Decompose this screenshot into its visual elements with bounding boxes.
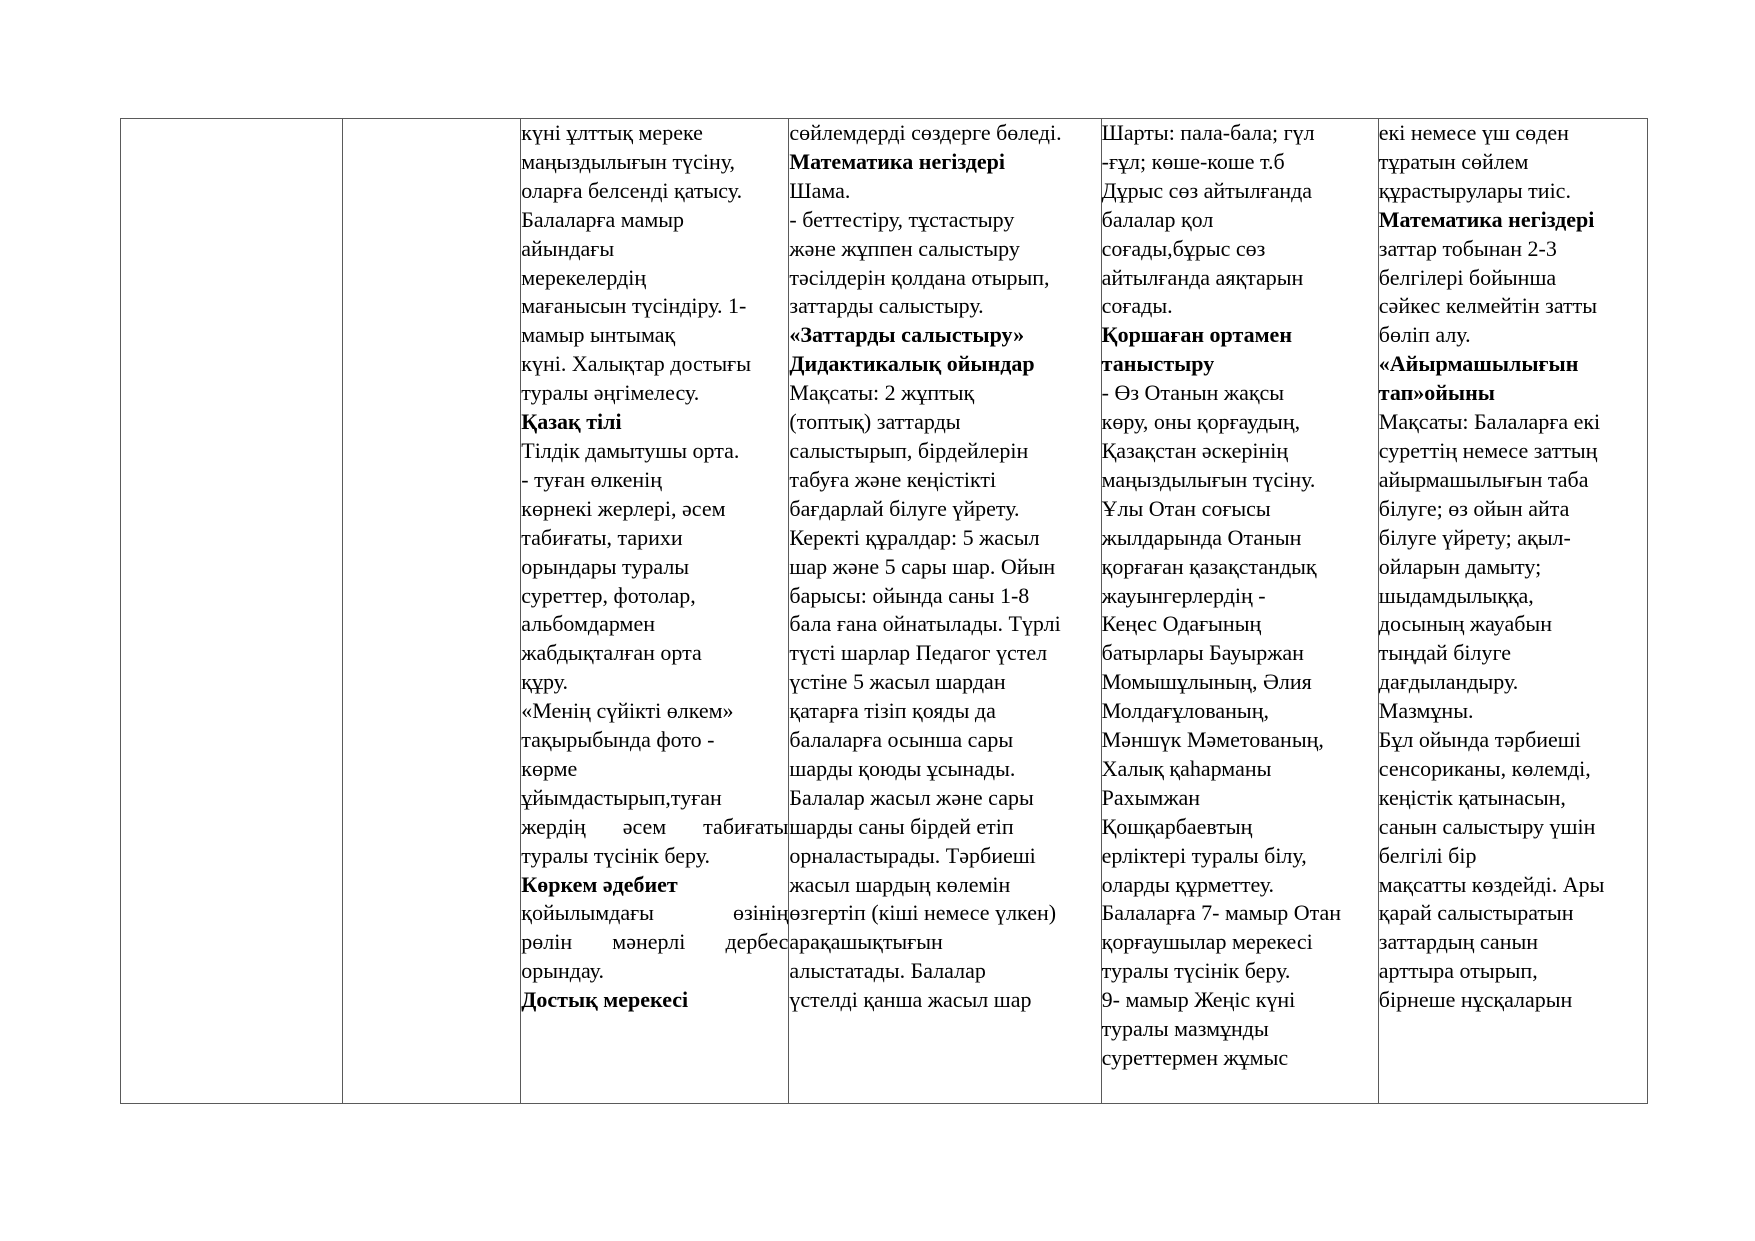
table-row bbox=[121, 119, 1648, 1104]
text-line: сенсориканы, көлемді, bbox=[1378, 755, 1591, 781]
text-line: бірнеше нұсқаларын bbox=[1378, 987, 1573, 1013]
lesson-plan-table bbox=[120, 118, 1648, 1104]
text-line: кеңістік қатынасын, bbox=[1378, 784, 1566, 810]
section-heading: Көркем әдебиет bbox=[521, 871, 678, 897]
text-line: көрме bbox=[521, 755, 578, 781]
text-line: туралы түсінік беру. bbox=[1101, 958, 1291, 984]
text-line: жылдарында Отанын bbox=[1101, 524, 1302, 550]
text-line: тәсілдерін қолдана отырып, bbox=[789, 264, 1050, 290]
text-line: айырмашылығын таба bbox=[1378, 466, 1589, 492]
text-line: маңыздылығын түсіну, bbox=[521, 148, 736, 174]
text-line: табуға және кеңістікті bbox=[789, 466, 997, 492]
word: әсем bbox=[622, 813, 667, 839]
text-line: білуге; өз ойын айта bbox=[1378, 495, 1570, 521]
text-line: Қошқарбаевтың bbox=[1101, 813, 1253, 839]
section-heading: Достық мерекесі bbox=[521, 987, 689, 1013]
text-line: құру. bbox=[521, 669, 568, 695]
text-line: мағанысын түсіндіру. 1- bbox=[521, 293, 747, 319]
text-line: көру, оны қорғаудың, bbox=[1101, 409, 1301, 435]
text-line: заттарды салыстыру. bbox=[789, 293, 984, 319]
text-line: мамыр ынтымақ bbox=[521, 322, 676, 348]
table-cell-col6 bbox=[1378, 119, 1647, 1104]
text-line: балаларға осынша сары bbox=[789, 727, 1014, 753]
text-line: Ұлы Отан соғысы bbox=[1101, 495, 1271, 521]
text-line: арақашықтығын bbox=[789, 929, 943, 955]
text-line: оларға белсенді қатысу. bbox=[521, 177, 743, 203]
section-heading: Қоршаған ортамен bbox=[1101, 322, 1292, 348]
text-line: орындау. bbox=[521, 958, 604, 984]
text-line: суреттермен жұмыс bbox=[1101, 1045, 1289, 1070]
text-line: бала ғана ойнатылады. Түрлі bbox=[789, 611, 1061, 637]
text-line: бағдарлай білуге үйрету. bbox=[789, 495, 1020, 521]
text-line: қорғаған қазақстандық bbox=[1101, 553, 1317, 579]
section-heading: «Заттарды салыстыру» bbox=[789, 322, 1025, 348]
text-line: тақырыбында фото - bbox=[521, 727, 715, 753]
text-line: Балаларға мамыр bbox=[521, 206, 685, 232]
text-line: туралы әңгімелесу. bbox=[521, 380, 700, 406]
word: жердің bbox=[521, 813, 586, 839]
text-line: арттыра отырып, bbox=[1378, 958, 1538, 984]
section-heading: тап»ойыны bbox=[1378, 380, 1495, 406]
text-line: түсті шарлар Педагог үстел bbox=[789, 640, 1048, 666]
text-line: жауынгерлердің - bbox=[1101, 582, 1266, 608]
text-line: суреттер, фотолар, bbox=[521, 582, 696, 608]
text-line: өзгертіп (кіші немесе үлкен) bbox=[789, 900, 1057, 926]
text-line: қорғаушылар мерекесі bbox=[1101, 929, 1313, 955]
text-line: туралы мазмұнды bbox=[1101, 1016, 1269, 1042]
text-line: тұратын сөйлем bbox=[1378, 148, 1529, 174]
text-line: Мәншүк Мәметованың, bbox=[1101, 727, 1324, 753]
text-line: Кеңес Одағының bbox=[1101, 611, 1262, 637]
text-line: қатарға тізіп қояды да bbox=[789, 698, 996, 724]
text-line-justified bbox=[521, 813, 788, 842]
text-line: барысы: ойында саны 1-8 bbox=[789, 582, 1030, 608]
text-line: Бұл ойында тәрбиеші bbox=[1378, 727, 1581, 753]
word: дербес bbox=[725, 929, 789, 955]
text-line: айындағы bbox=[521, 235, 615, 261]
text-line: Мазмұны. bbox=[1378, 698, 1474, 724]
text-line: - туған өлкенің bbox=[521, 466, 663, 492]
text-line: күні ұлттық мереке bbox=[521, 120, 703, 145]
text-line: сәйкес келмейтін затты bbox=[1378, 293, 1598, 319]
text-line: күні. Халықтар достығы bbox=[521, 351, 751, 377]
word: табиғаты bbox=[703, 813, 789, 839]
text-line: белгілі бір bbox=[1378, 842, 1477, 868]
text-line: оларды құрметтеу. bbox=[1101, 871, 1275, 897]
text-line: ерліктері туралы білу, bbox=[1101, 842, 1307, 868]
text-line: дағдыландыру. bbox=[1378, 669, 1519, 695]
text-line: орналастырады. Тәрбиеші bbox=[789, 842, 1036, 868]
text-line: альбомдармен bbox=[521, 611, 656, 637]
text-line: айтылғанда аяқтарын bbox=[1101, 264, 1304, 290]
text-line: досының жауабын bbox=[1378, 611, 1552, 637]
table-cell-col5 bbox=[1101, 119, 1378, 1104]
text-line: тыңдай білуге bbox=[1378, 640, 1511, 666]
text-line: Мақсаты: 2 жұптық bbox=[789, 380, 975, 406]
text-line: белгілері бойынша bbox=[1378, 264, 1557, 290]
text-line: табиғаты, тарихи bbox=[521, 524, 683, 550]
table-cell-col1 bbox=[121, 119, 343, 1104]
text-line: бөліп алу. bbox=[1378, 322, 1471, 348]
text-line: соғады. bbox=[1101, 293, 1173, 319]
text-line: ойларын дамыту; bbox=[1378, 553, 1542, 579]
word: қойылымдағы bbox=[521, 900, 654, 926]
text-line: шар және 5 сары шар. Ойын bbox=[789, 553, 1056, 579]
text-line: құрастырулары тиіс. bbox=[1378, 177, 1571, 203]
text-line: қарай салыстыратын bbox=[1378, 900, 1574, 926]
text-line: туралы түсінік беру. bbox=[521, 842, 711, 868]
text-line: Балаларға 7- мамыр Отан bbox=[1101, 900, 1342, 926]
text-line: шыдамдылыққа, bbox=[1378, 582, 1534, 608]
text-line: Рахымжан bbox=[1101, 784, 1201, 810]
section-heading: «Айырмашылығын bbox=[1378, 351, 1579, 377]
text-line: Қазақстан әскерінің bbox=[1101, 437, 1289, 463]
table-cell-col2 bbox=[343, 119, 521, 1104]
text-line: шарды қоюды ұсынады. bbox=[789, 755, 1016, 781]
text-line: және жұппен салыстыру bbox=[789, 235, 1020, 261]
text-line: Дұрыс сөз айтылғанда bbox=[1101, 177, 1313, 203]
text-line: 9- мамыр Жеңіс күні bbox=[1101, 987, 1296, 1013]
text-line: үстелді қанша жасыл шар bbox=[789, 987, 1032, 1013]
text-line: Керекті құралдар: 5 жасыл bbox=[789, 524, 1040, 550]
text-line: Балалар жасыл және сары bbox=[789, 784, 1034, 810]
text-line: санын салыстыру үшін bbox=[1378, 813, 1596, 839]
text-line: Молдағұлованың, bbox=[1101, 698, 1269, 724]
text-line: батырлары Бауыржан bbox=[1101, 640, 1304, 666]
text-line-justified bbox=[521, 899, 788, 928]
text-line: -ғұл; көше-коше т.б bbox=[1101, 148, 1285, 174]
section-heading: Математика негіздері bbox=[1378, 206, 1595, 232]
text-line: - беттестіру, тұстастыру bbox=[789, 206, 1015, 232]
section-heading: таныстыру bbox=[1101, 351, 1215, 377]
text-line: Мақсаты: Балаларға екі bbox=[1378, 409, 1601, 435]
text-line: білуге үйрету; ақыл- bbox=[1378, 524, 1571, 550]
section-heading: Математика негіздері bbox=[789, 148, 1006, 174]
text-line: - Өз Отанын жақсы bbox=[1101, 380, 1285, 406]
text-line: суреттің немесе заттың bbox=[1378, 437, 1598, 463]
text-line: соғады,бұрыс сөз bbox=[1101, 235, 1266, 261]
text-line: Шама. bbox=[789, 177, 851, 203]
text-line: алыстатады. Балалар bbox=[789, 958, 986, 984]
text-line: салыстырып, бірдейлерін bbox=[789, 437, 1029, 463]
text-line: сөйлемдерді сөздерге бөледі. bbox=[789, 120, 1062, 145]
table-cell-col4 bbox=[789, 119, 1101, 1104]
text-line-justified bbox=[521, 928, 788, 957]
text-line: екі немесе үш сөден bbox=[1378, 120, 1569, 145]
text-line: жасыл шардың көлемін bbox=[789, 871, 1011, 897]
text-line: Шарты: пала-бала; гүл bbox=[1101, 120, 1315, 145]
text-line: заттар тобынан 2-3 bbox=[1378, 235, 1557, 261]
text-line: Халық қаһарманы bbox=[1101, 755, 1272, 781]
text-line: көрнекі жерлері, әсем bbox=[521, 495, 726, 521]
text-line: Момышұлының, Әлия bbox=[1101, 669, 1312, 695]
text-line: заттардың санын bbox=[1378, 929, 1539, 955]
section-heading: Қазақ тілі bbox=[521, 409, 622, 435]
text-line: балалар қол bbox=[1101, 206, 1214, 232]
text-line: ұйымдастырып,туған bbox=[521, 784, 722, 810]
table-cell-col3 bbox=[521, 119, 789, 1104]
text-line: жабдықталған орта bbox=[521, 640, 702, 666]
text-line: орындары туралы bbox=[521, 553, 690, 579]
text-line: Тілдік дамытушы орта. bbox=[521, 437, 740, 463]
text-line: мақсатты көздейді. Ары bbox=[1378, 871, 1605, 897]
word: өзінің bbox=[732, 900, 789, 926]
text-line: мерекелердің bbox=[521, 264, 647, 290]
word: мәнерлі bbox=[612, 929, 686, 955]
text-line: шарды саны бірдей етіп bbox=[789, 813, 1014, 839]
text-line: «Менің сүйікті өлкем» bbox=[521, 698, 734, 724]
section-heading: Дидактикалық ойындар bbox=[789, 351, 1035, 377]
text-line: үстіне 5 жасыл шардан bbox=[789, 669, 1006, 695]
word: рөлін bbox=[521, 929, 573, 955]
text-line: маңыздылығын түсіну. bbox=[1101, 466, 1316, 492]
text-line: (топтық) заттарды bbox=[789, 409, 961, 435]
